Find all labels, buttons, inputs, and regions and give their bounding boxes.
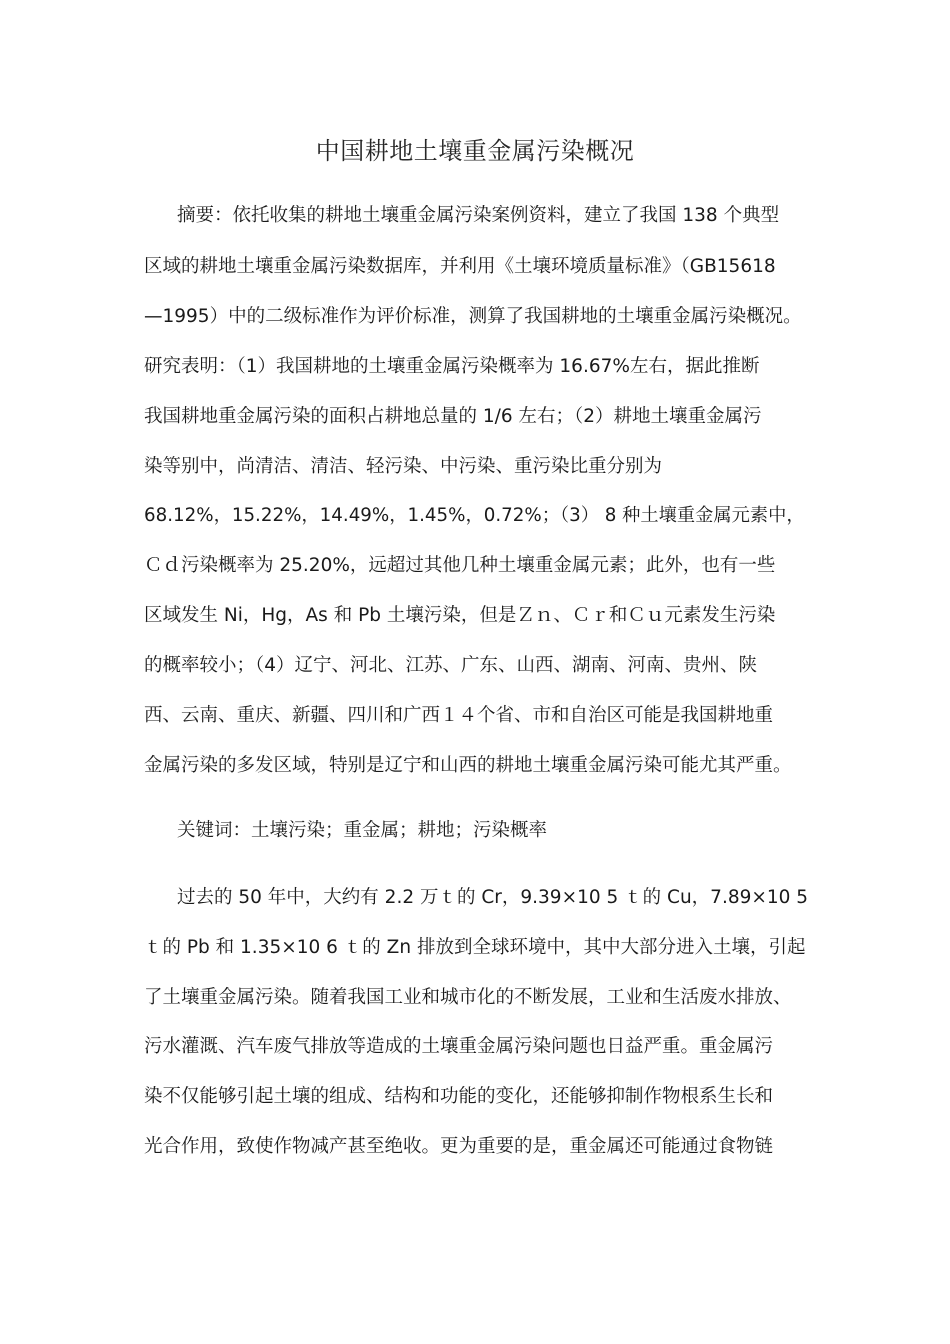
abstract-line: —1995）中的二级标准作为评价标准，测算了我国耕地的土壤重金属污染概况。	[144, 306, 802, 327]
body-line: 光合作用，致使作物减产甚至绝收。更为重要的是，重金属还可能通过食物链	[144, 1136, 774, 1157]
abstract-line: 我国耕地重金属污染的面积占耕地总量的 1/6 左右；（2）耕地土壤重金属污	[144, 406, 762, 427]
body-line: 污水灌溉、汽车废气排放等造成的土壤重金属污染问题也日益严重。重金属污	[144, 1036, 774, 1057]
keywords-line: 关键词：土壤污染；重金属；耕地；污染概率	[177, 820, 548, 841]
abstract-line: 区域发生 Ni，Hg，As 和 Pb 土壤污染，但是Ｚｎ、Ｃｒ和Ｃｕ元素发生污染	[144, 605, 776, 626]
body-line: 了土壤重金属污染。随着我国工业和城市化的不断发展，工业和生活废水排放、	[144, 987, 792, 1008]
abstract-line: 西、云南、重庆、新疆、四川和广西１４个省、市和自治区可能是我国耕地重	[144, 705, 774, 726]
body-line: ｔ的 Pb 和 1.35×10 6 ｔ的 Zn 排放到全球环境中，其中大部分进入土壤，引起	[144, 937, 806, 958]
abstract-line: 摘要：依托收集的耕地土壤重金属污染案例资料，建立了我国 138 个典型	[177, 205, 780, 226]
body-line: 染不仅能够引起土壤的组成、结构和功能的变化，还能够抑制作物根系生长和	[144, 1086, 774, 1107]
abstract-line: Ｃｄ污染概率为 25.20%，远超过其他几种土壤重金属元素；此外，也有一些	[144, 555, 776, 576]
abstract-line: 研究表明：（1）我国耕地的土壤重金属污染概率为 16.67%左右，据此推断	[144, 356, 760, 377]
abstract-line: 染等别中，尚清洁、清洁、轻污染、中污染、重污染比重分别为	[144, 456, 663, 477]
abstract-line: 68.12%，15.22%，14.49%，1.45%，0.72%；（3） 8 种土壤重金属元素中，	[144, 505, 805, 526]
abstract-line: 金属污染的多发区域，特别是辽宁和山西的耕地土壤重金属污染可能尤其严重。	[144, 755, 792, 776]
document-title: 中国耕地土壤重金属污染概况	[315, 137, 635, 165]
body-line: 过去的 50 年中，大约有 2.2 万ｔ的 Cr，9.39×10 5 ｔ的 Cu，7.89×10 5	[177, 887, 809, 908]
abstract-line: 区域的耕地土壤重金属污染数据库，并利用《土壤环境质量标准》（GB15618	[144, 256, 776, 277]
abstract-line: 的概率较小；（4）辽宁、河北、江苏、广东、山西、湖南、河南、贵州、陕	[144, 655, 758, 676]
